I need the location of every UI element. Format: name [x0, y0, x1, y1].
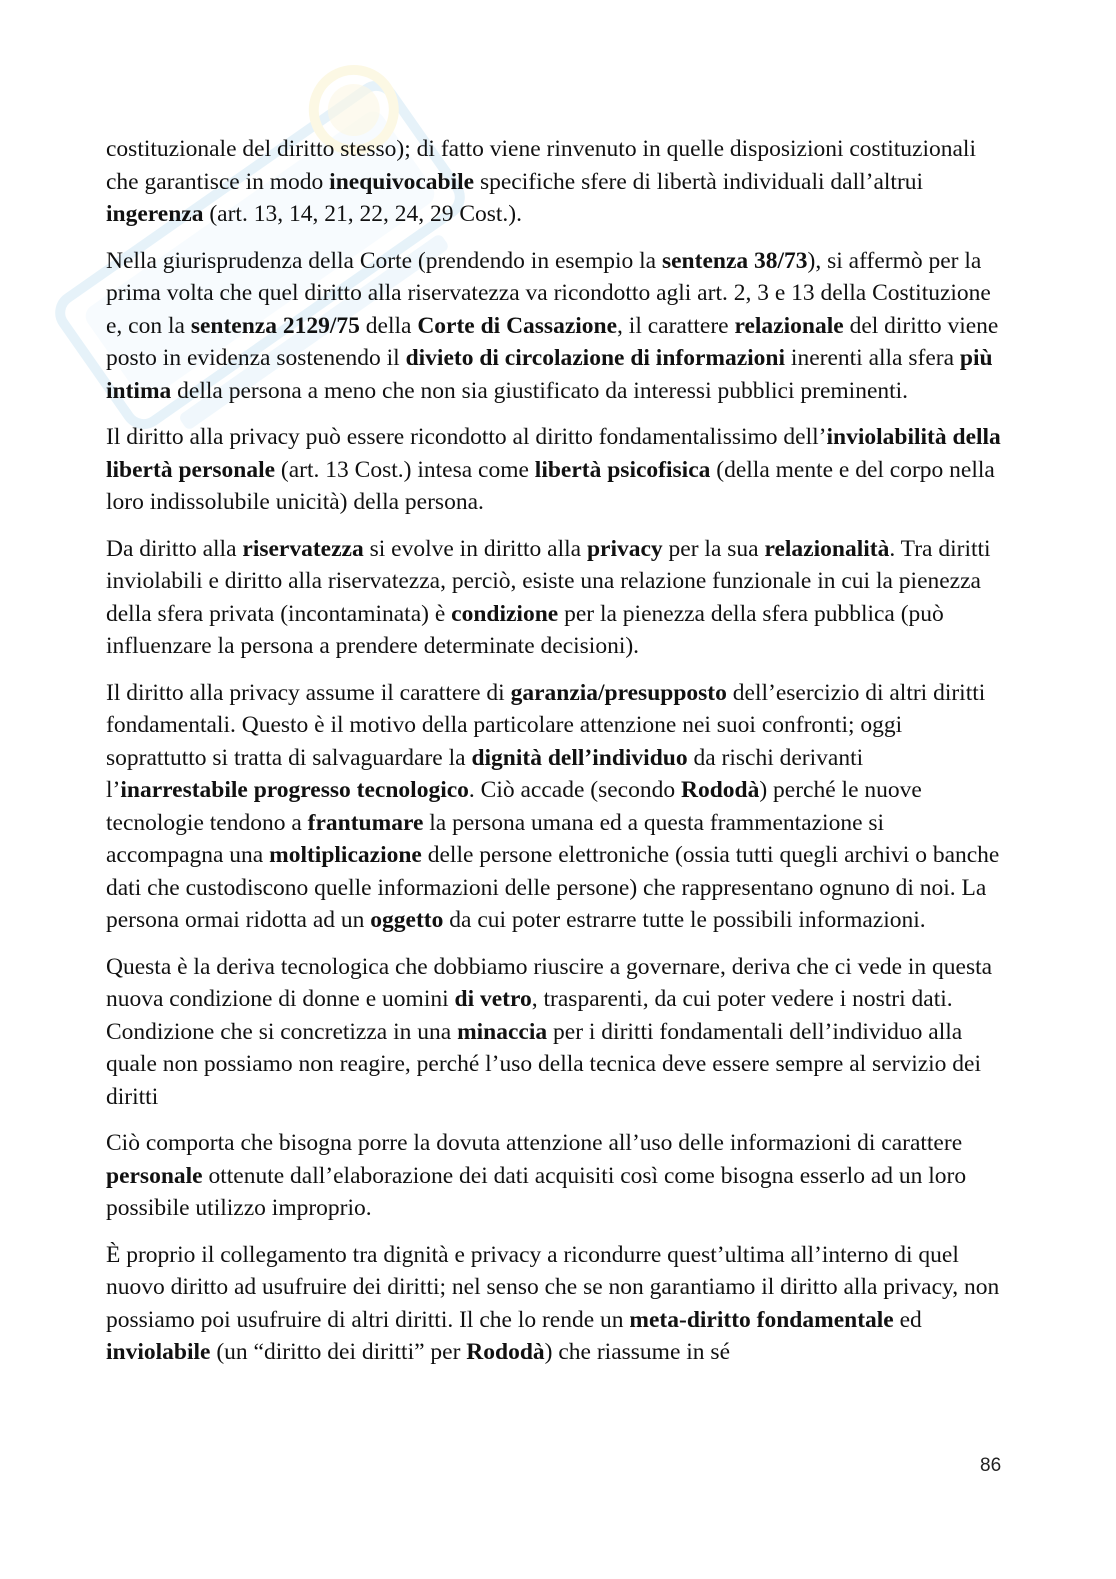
bold-text: Rododà: [466, 1339, 545, 1365]
paragraph: [106, 533, 1006, 663]
bold-text: ingerenza: [106, 201, 204, 227]
paragraph: [106, 951, 1006, 1114]
bold-text: moltiplicazione: [269, 842, 422, 868]
text-run: ) che riassume in sé: [544, 1339, 730, 1365]
page-number: 86: [980, 1455, 1002, 1476]
bold-text: oggetto: [370, 907, 444, 933]
text-run: Questa è la deriva tecnologica che dobbiamo riuscire a governare, deriva che ci vede in questa nuova condizione di donne e uomini: [106, 953, 993, 1012]
bold-text: frantumare: [307, 809, 424, 836]
text-run: (della mente e del corpo nella loro indissolubile unicità) della persona.: [106, 456, 995, 515]
paragraph: [106, 245, 1006, 408]
bold-text: dignità dell’individuo: [471, 744, 688, 771]
bold-text: Corte di Cassazione: [417, 312, 618, 339]
text-run: Il diritto alla privacy assume il carattere di: [106, 679, 511, 706]
text-run: inerenti alla sfera: [785, 345, 960, 371]
paragraph: [106, 421, 1006, 519]
paragraph: [106, 1127, 1006, 1225]
text-run: per la sua: [662, 535, 765, 562]
bold-text: inviolabilità della libertà personale: [106, 424, 1001, 483]
bold-text: più intima: [106, 345, 993, 404]
text-run: la persona umana ed a questa frammentazione si accompagna una: [106, 809, 885, 868]
text-run: ) perché le nuove tecnologie tendono a: [106, 777, 922, 836]
text-run: delle persone elettroniche (ossia tutti quegli archivi o banche dati che custodiscono quelle informazioni delle persone) che rappresentano ognuno di noi. La persona ormai ridotta ad un: [106, 842, 1000, 933]
text-run: (art. 13 Cost.) intesa come: [275, 456, 535, 483]
bold-text: riservatezza: [242, 535, 364, 562]
text-run: della persona a meno che non sia giustificato da interessi pubblici preminenti.: [171, 377, 909, 404]
bold-text: relazionalità: [764, 535, 890, 562]
text-run: Da diritto alla: [106, 535, 243, 562]
bold-text: inviolabile: [106, 1339, 211, 1365]
text-run: della: [359, 312, 418, 339]
text-run: da cui poter estrarre tutte le possibili informazioni.: [443, 907, 926, 933]
text-run: dell’esercizio di altri diritti fondamentali. Questo è il motivo della particolare attenzione nei suoi confronti; oggi soprattutto si tratta di salvaguardare la: [106, 679, 986, 771]
text-run: specifiche sfere di libertà individuali dall’altrui: [474, 168, 924, 195]
text-run: È proprio il collegamento tra dignità e privacy a ricondurre quest’ultima all’interno di quel nuovo diritto ad usufruire dei diritti; nel senso che se non garantiamo il diritto alla privacy, non possiamo poi usufruire di altri diritti. Il che lo rende un: [106, 1241, 1000, 1333]
bold-text: relazionale: [734, 312, 844, 339]
bold-text: privacy: [586, 535, 663, 562]
text-run: si evolve in diritto alla: [363, 535, 587, 562]
text-run: del diritto viene posto in evidenza sostenendo il: [106, 312, 999, 371]
bold-text: divieto di circolazione di informazioni: [405, 345, 786, 371]
text-run: , il carattere: [617, 312, 735, 339]
bold-text: inarrestabile progresso tecnologico: [120, 777, 469, 803]
text-run: da rischi derivanti l’: [106, 744, 864, 803]
text-run: (un “diritto dei diritti” per: [210, 1339, 467, 1365]
text-run: per la pienezza della sfera pubblica (può influenzare la persona a prendere determinate decisioni).: [106, 600, 944, 659]
bold-text: personale: [106, 1162, 203, 1189]
text-run: (art. 13, 14, 21, 22, 24, 29 Cost.).: [203, 201, 523, 227]
text-run: ), si affermò per la prima volta che quel diritto alla riservatezza va ricondotto agli art. 2, 3 e 13 della Costituzione e, con la: [106, 247, 991, 339]
bold-text: sentenza 2129/75: [190, 312, 360, 339]
paragraph: [106, 1239, 1006, 1369]
bold-text: minaccia: [457, 1018, 548, 1045]
text-run: ed: [893, 1306, 922, 1333]
text-run: costituzionale del diritto stesso); di fatto viene rinvenuto in quelle disposizioni costituzionali che garantisce in modo: [106, 136, 976, 195]
text-run: Ciò comporta che bisogna porre la dovuta attenzione all’uso delle informazioni di carattere: [106, 1130, 963, 1156]
bold-text: sentenza 38/73: [661, 247, 808, 274]
text-run: per i diritti fondamentali dell’individuo alla quale non possiamo non reagire, perché l’uso della tecnica deve essere sempre al servizio dei diritti: [106, 1018, 982, 1110]
text-run: ottenute dall’elaborazione dei dati acquisiti così come bisogna esserlo ad un loro possibile utilizzo improprio.: [106, 1162, 967, 1221]
bold-text: inequivocabile: [329, 168, 475, 195]
paragraph: [106, 677, 1006, 937]
bold-text: Rododà: [680, 777, 760, 803]
bold-text: meta-diritto fondamentale: [629, 1306, 894, 1333]
bold-text: di vetro: [454, 986, 532, 1012]
text-run: Il diritto alla privacy può essere ricondotto al diritto fondamentalissimo dell’: [106, 424, 827, 450]
text-run: , trasparenti, da cui poter vedere i nostri dati. Condizione che si concretizza in una: [106, 986, 953, 1045]
document-body: [106, 133, 1006, 1383]
bold-text: garanzia/presupposto: [510, 679, 727, 706]
text-run: . Tra diritti inviolabili e diritto alla riservatezza, perciò, esiste una relazione funzionale in cui la pienezza della sfera privata (incontaminata) è: [106, 535, 991, 627]
bold-text: libertà psicofisica: [534, 456, 711, 483]
bold-text: condizione: [451, 600, 559, 627]
text-run: Nella giurisprudenza della Corte (prendendo in esempio la: [106, 247, 662, 274]
text-run: . Ciò accade (secondo: [468, 777, 681, 803]
paragraph: [106, 133, 1006, 231]
